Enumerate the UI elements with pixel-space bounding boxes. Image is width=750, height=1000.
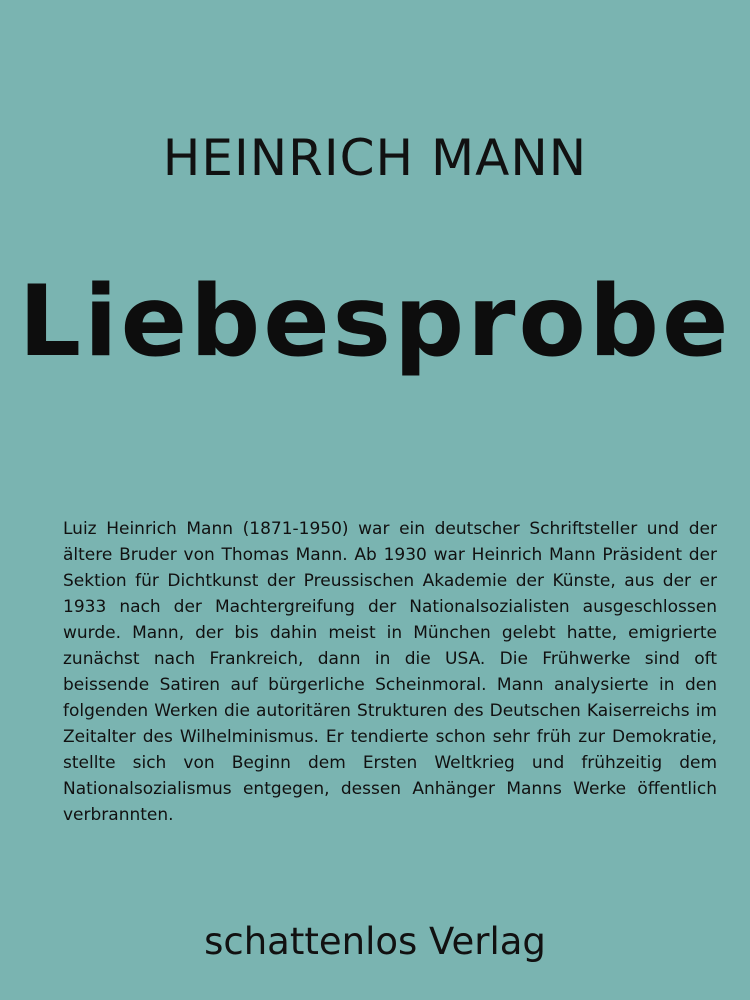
author-biography-blurb: Luiz Heinrich Mann (1871-1950) war ein deutscher Schriftsteller und der ältere Bruder von Thomas Mann. Ab 1930 war Heinrich Mann Präsident der Sektion für Dichtkunst der Preussischen Akademie der Künste, aus der er 1933 nach der Machtergreifung der Nationalsozialisten ausgeschlossen wurde. Mann, der bis dahin meist in München gelebt hatte, emigrierte zunächst nach Frankreich, dann in die USA. Die Frühwerke sind oft beissende Satiren auf bürgerliche Scheinmoral. Mann analysierte in den folgenden Werken die autoritären Strukturen des Deutschen Kaiserreichs im Zeitalter des Wilhelminismus. Er tendierte schon sehr früh zur Demokratie, stellte sich von Beginn dem Ersten Weltkrieg und frühzeitig dem Nationalsozialismus entgegen, dessen Anhänger Manns Werke öffentlich verbrannten. bbox=[63, 519, 717, 825]
author-name: HEINRICH MANN bbox=[162, 129, 588, 187]
book-title: Liebesprobe bbox=[18, 265, 732, 379]
publisher-name: schattenlos Verlag bbox=[204, 920, 546, 963]
